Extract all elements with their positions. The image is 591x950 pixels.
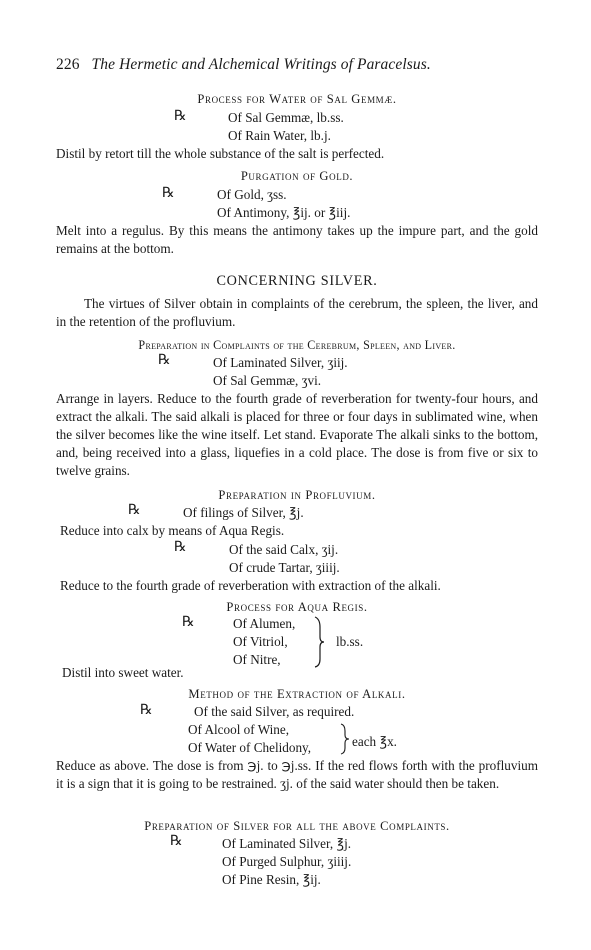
recipe-symbol: ℞ (170, 834, 183, 849)
instruction-text: Melt into a regulus. By this means the antimony takes up the impure part, and the gold remains at the bottom. (56, 223, 538, 256)
ingredient-line: Of crude Tartar, ʒiiij. (229, 560, 340, 575)
recipe-symbol: ℞ (128, 503, 141, 518)
ingredient-line: Of Laminated Silver, ʒiij. (213, 355, 348, 370)
chapter-heading: CONCERNING SILVER. (216, 273, 378, 289)
ingredient-line: Of the said Calx, ʒij. (229, 542, 339, 557)
recipe-symbol: ℞ (174, 540, 187, 555)
ingredient-line: Of Alcool of Wine, (188, 722, 290, 737)
brace-icon (312, 615, 326, 669)
ingredient-line: Of Alumen, (233, 616, 296, 631)
recipe-symbol: ℞ (182, 615, 195, 630)
ingredient-line: Of Sal Gemmæ, ʒvi. (213, 373, 322, 388)
ingredient-line: Of Vitriol, (233, 634, 288, 649)
recipe-symbol: ℞ (140, 703, 153, 718)
section-title-alkali: Method of the Extraction of Alkali. (188, 687, 406, 701)
ingredient-line: Of filings of Silver, ℥j. (183, 505, 304, 520)
instruction-text: Distil into sweet water. (62, 665, 184, 680)
section-title-aqua-regis: Process for Aqua Regis. (226, 600, 368, 614)
section-title-gold-purgation: Purgation of Gold. (240, 169, 354, 183)
recipe-symbol: ℞ (174, 109, 187, 124)
instruction-text: Reduce to the fourth grade of reverberation with extraction of the alkali. (60, 578, 441, 593)
ingredient-line: Of the said Silver, as required. (194, 704, 355, 719)
recipe-symbol: ℞ (162, 186, 175, 201)
ingredient-line: Of Pine Resin, ℥ij. (222, 872, 321, 887)
instruction-text: Distil by retort till the whole substance of the salt is perfected. (56, 146, 385, 161)
ingredient-line: Of Purged Sulphur, ʒiiij. (222, 854, 352, 869)
instruction-text: Reduce as above. The dose is from ℈j. to ℈j.ss. If the red flows forth with the profluvium it is a sign that it is going to be restrained. ʒj. of the said water should then be taken. (56, 758, 538, 791)
ingredient-line: Of Antimony, ℥ij. or ℥iij. (217, 205, 351, 220)
ingredient-amount: each ℥x. (352, 734, 397, 749)
instruction-text: Arrange in layers. Reduce to the fourth grade of reverberation for twenty-four hours, and extract the alkali. The said alkali is placed for three or four days in sublimated wine, when the silver becomes like the wine itself. Let stand. Evaporate The alkali sinks to the bottom, and, being received into a glass, liquefies in a cold place. The dose is from five or six to twelve grains. (56, 391, 538, 478)
ingredient-line: Of Laminated Silver, ℥j. (222, 836, 352, 851)
ingredient-line: Of Gold, ʒss. (217, 187, 287, 202)
instruction-text: Reduce into calx by means of Aqua Regis. (60, 523, 285, 538)
section-title-profluvium: Preparation in Profluvium. (218, 488, 376, 502)
running-title: The Hermetic and Alchemical Writings of Paracelsus. (91, 56, 431, 73)
recipe-symbol: ℞ (158, 353, 171, 368)
page-number: 226 (56, 56, 80, 73)
ingredient-line: Of Sal Gemmæ, lb.ss. (228, 110, 344, 125)
ingredient-line: Of Water of Chelidony, (188, 740, 312, 755)
section-title-sal-gemmae-water: Process for Water of Sal Gemmæ. (197, 92, 397, 106)
ingredient-amount: lb.ss. (336, 634, 364, 649)
running-header (56, 56, 538, 74)
ingredient-line: Of Nitre, (233, 652, 281, 667)
brace-icon (339, 722, 351, 756)
ingredient-line: Of Rain Water, lb.j. (228, 128, 331, 143)
section-title-all-complaints: Preparation of Silver for all the above Complaints. (144, 819, 450, 833)
intro-paragraph: The virtues of Silver obtain in complaints of the cerebrum, the spleen, the liver, and in the retention of the profluvium. (56, 296, 538, 329)
section-title-cerebrum: Preparation in Complaints of the Cerebrum, Spleen, and Liver. (138, 338, 456, 352)
